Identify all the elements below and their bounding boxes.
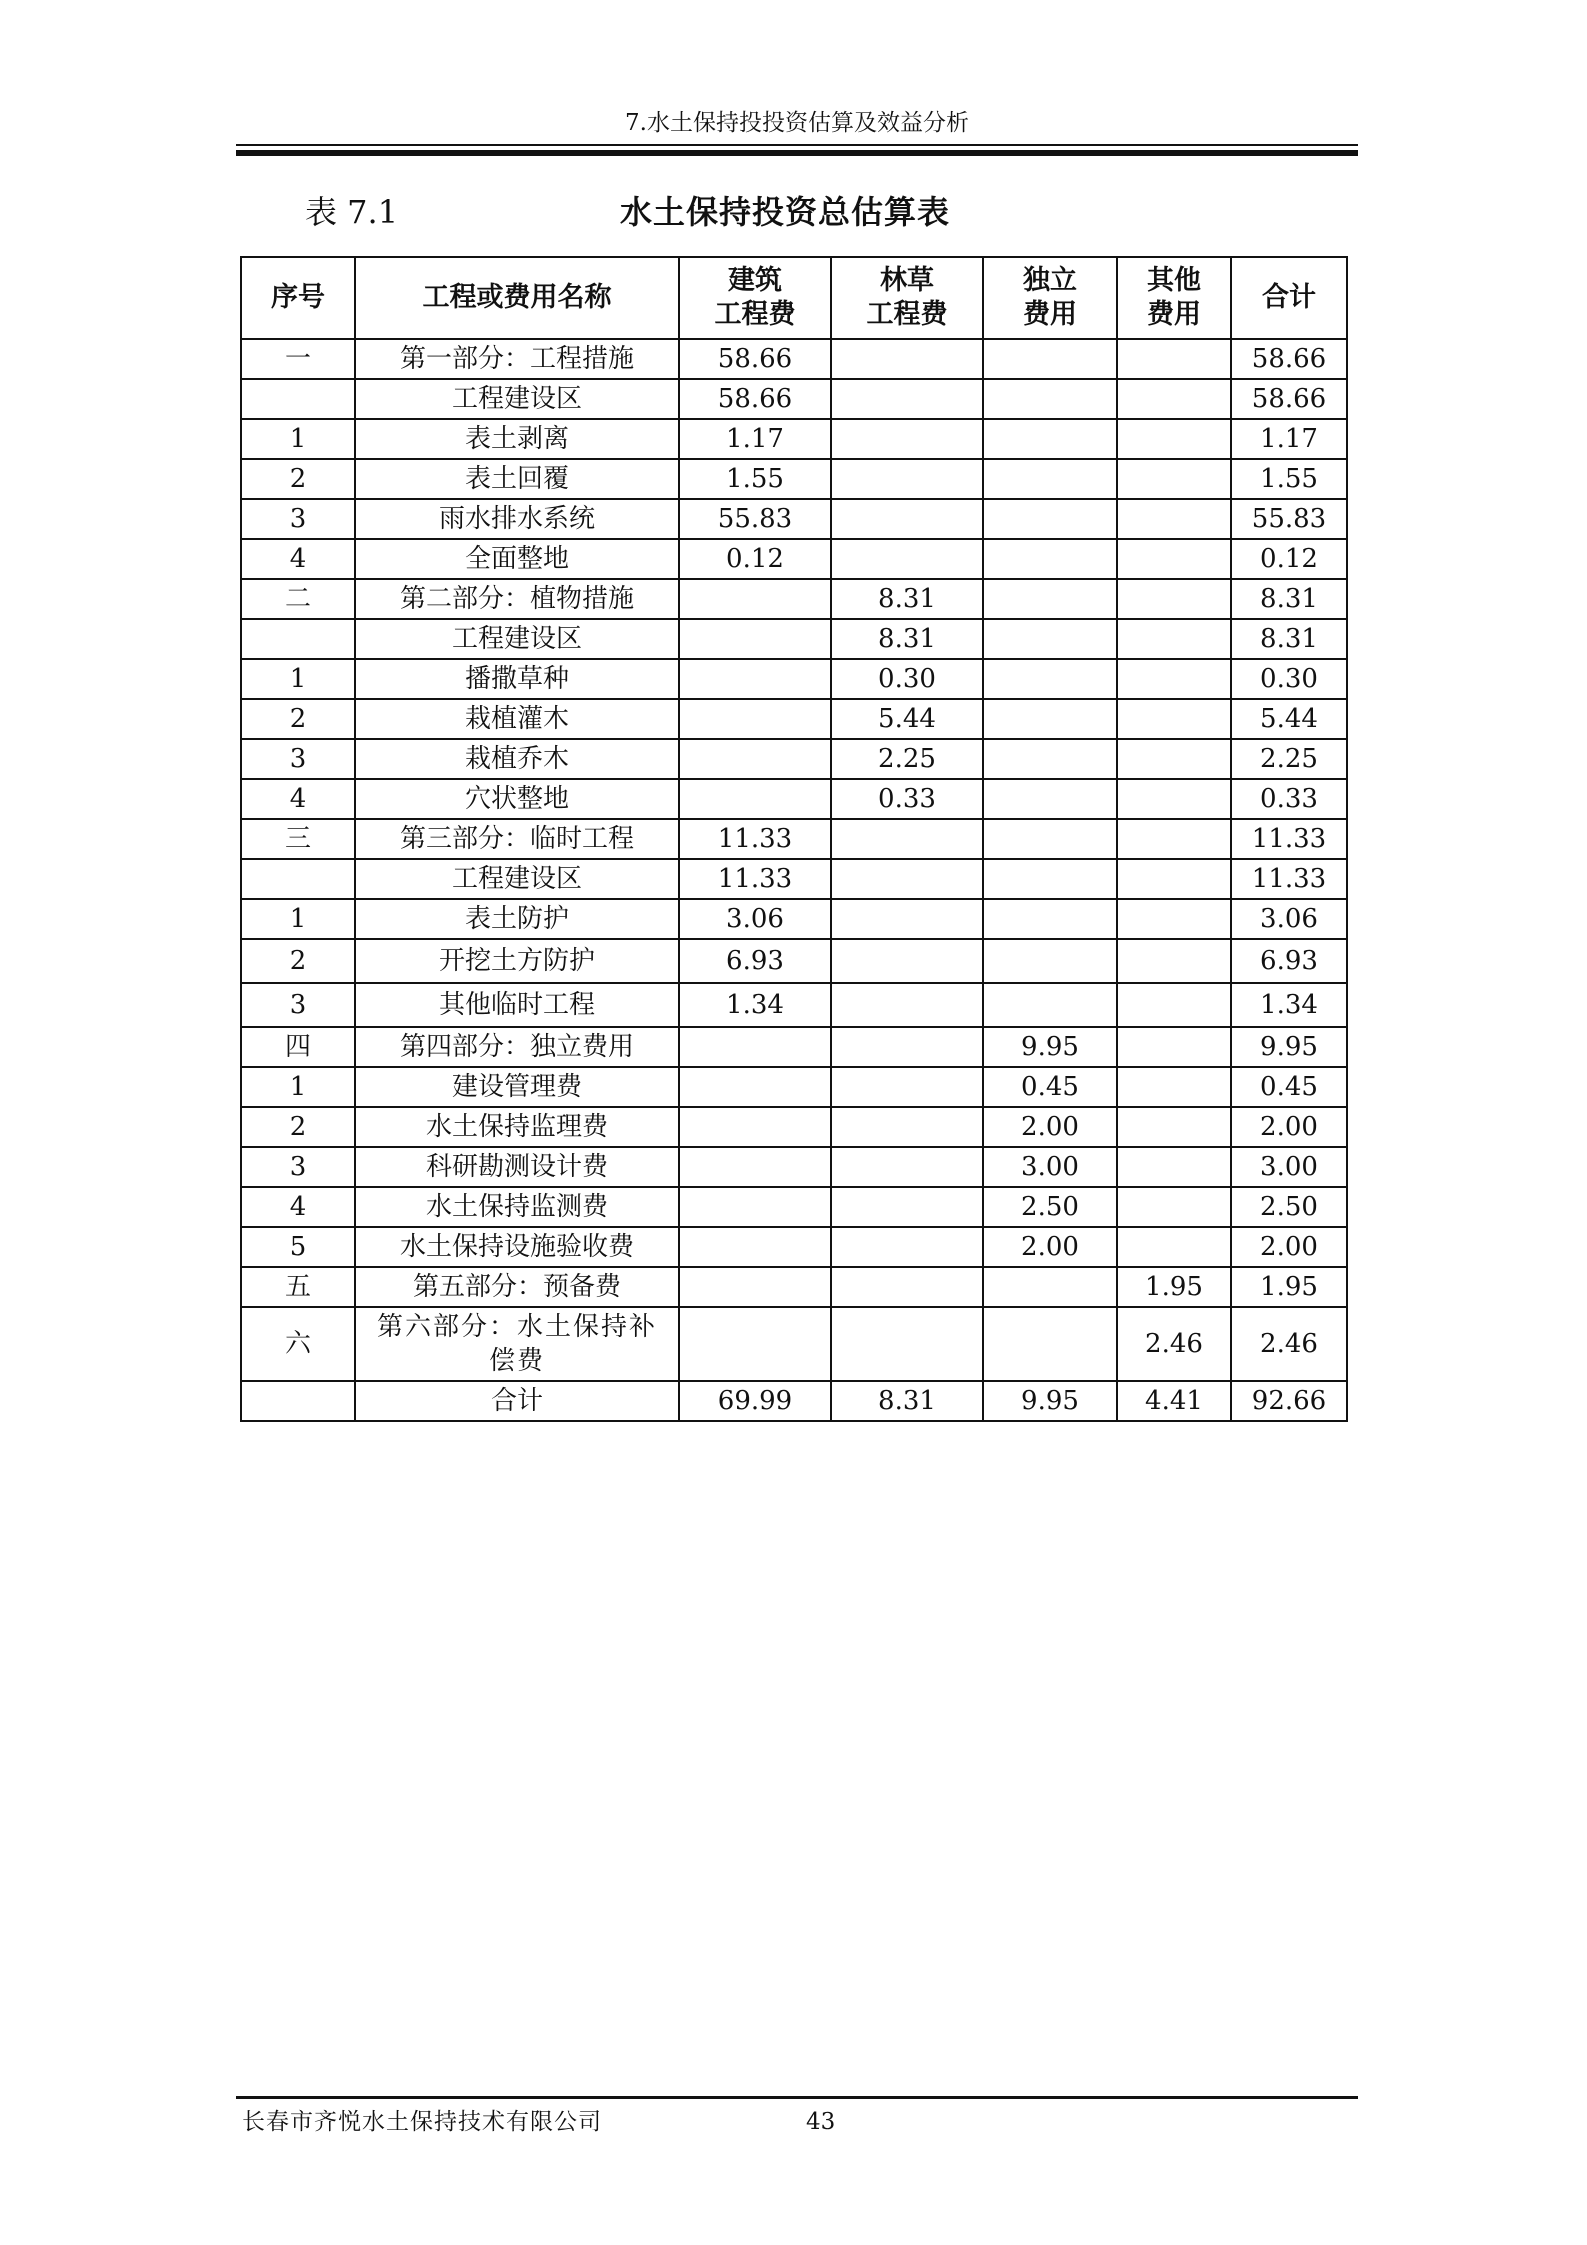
cell-other (1117, 579, 1231, 619)
cell-indep (983, 379, 1117, 419)
cell-build: 6.93 (679, 939, 831, 983)
cell-forest (831, 419, 983, 459)
cell-total: 1.17 (1231, 419, 1347, 459)
cell-total: 8.31 (1231, 619, 1347, 659)
cell-indep: 9.95 (983, 1381, 1117, 1421)
cell-other (1117, 659, 1231, 699)
table-row (241, 939, 1347, 983)
cell-name: 水土保持设施验收费 (355, 1227, 679, 1267)
cell-indep (983, 819, 1117, 859)
cell-forest: 5.44 (831, 699, 983, 739)
table-row (241, 339, 1347, 379)
cell-indep: 2.00 (983, 1227, 1117, 1267)
cell-build: 3.06 (679, 899, 831, 939)
footer-rule (236, 2096, 1358, 2099)
cell-forest (831, 1067, 983, 1107)
cell-indep (983, 859, 1117, 899)
table-row (241, 1027, 1347, 1067)
table-total-row (241, 1381, 1347, 1421)
column-header-seq: 序号 (241, 257, 355, 339)
cell-forest (831, 499, 983, 539)
cell-forest (831, 1267, 983, 1307)
table-header-row (241, 257, 1347, 339)
cell-other (1117, 983, 1231, 1027)
column-header-other: 其他 费用 (1117, 257, 1231, 339)
cell-name: 开挖土方防护 (355, 939, 679, 983)
cell-indep (983, 579, 1117, 619)
table-row (241, 1147, 1347, 1187)
cell-other: 1.95 (1117, 1267, 1231, 1307)
cell-seq: 3 (241, 1147, 355, 1187)
cell-indep (983, 899, 1117, 939)
cell-name: 其他临时工程 (355, 983, 679, 1027)
table-row (241, 739, 1347, 779)
cell-forest (831, 1147, 983, 1187)
cell-indep (983, 419, 1117, 459)
cell-total: 2.25 (1231, 739, 1347, 779)
cell-build (679, 1147, 831, 1187)
cell-total: 3.00 (1231, 1147, 1347, 1187)
cell-total: 1.95 (1231, 1267, 1347, 1307)
cell-total: 2.00 (1231, 1107, 1347, 1147)
cell-name: 第五部分：预备费 (355, 1267, 679, 1307)
cell-other (1117, 1227, 1231, 1267)
cell-other (1117, 899, 1231, 939)
cell-indep (983, 983, 1117, 1027)
cell-total: 55.83 (1231, 499, 1347, 539)
cell-build: 11.33 (679, 819, 831, 859)
cell-build: 69.99 (679, 1381, 831, 1421)
cell-seq: 1 (241, 419, 355, 459)
cell-name: 工程建设区 (355, 379, 679, 419)
cell-other (1117, 459, 1231, 499)
cell-total: 58.66 (1231, 379, 1347, 419)
cell-total: 1.34 (1231, 983, 1347, 1027)
cell-build (679, 1267, 831, 1307)
cell-indep (983, 539, 1117, 579)
table-row (241, 1067, 1347, 1107)
cell-seq: 3 (241, 499, 355, 539)
cell-total: 2.46 (1231, 1307, 1347, 1381)
cell-seq: 5 (241, 1227, 355, 1267)
column-header-forest: 林草 工程费 (831, 257, 983, 339)
table-row (241, 419, 1347, 459)
cell-name (355, 1307, 679, 1381)
cell-total: 2.50 (1231, 1187, 1347, 1227)
cell-indep (983, 1267, 1117, 1307)
cell-build (679, 1067, 831, 1107)
cell-seq: 三 (241, 819, 355, 859)
cell-build (679, 1027, 831, 1067)
cell-other (1117, 939, 1231, 983)
cell-name: 工程建设区 (355, 859, 679, 899)
cell-forest (831, 1107, 983, 1147)
cell-total: 11.33 (1231, 859, 1347, 899)
table-row (241, 659, 1347, 699)
cell-build (679, 1227, 831, 1267)
column-header-build: 建筑 工程费 (679, 257, 831, 339)
cell-build: 58.66 (679, 339, 831, 379)
cell-build (679, 739, 831, 779)
cell-forest: 8.31 (831, 1381, 983, 1421)
cell-total: 0.33 (1231, 779, 1347, 819)
cell-forest (831, 939, 983, 983)
cell-seq (241, 619, 355, 659)
table-row (241, 459, 1347, 499)
cell-other: 4.41 (1117, 1381, 1231, 1421)
cell-seq (241, 1381, 355, 1421)
cell-indep (983, 1307, 1117, 1381)
table-row (241, 539, 1347, 579)
table-row (241, 779, 1347, 819)
cell-build (679, 619, 831, 659)
cell-other (1117, 859, 1231, 899)
cell-seq: 二 (241, 579, 355, 619)
cell-indep (983, 699, 1117, 739)
cell-indep (983, 939, 1117, 983)
cell-forest (831, 983, 983, 1027)
cell-indep (983, 779, 1117, 819)
cell-other (1117, 1067, 1231, 1107)
cell-name: 第二部分：植物措施 (355, 579, 679, 619)
cell-indep (983, 499, 1117, 539)
cell-indep: 9.95 (983, 1027, 1117, 1067)
cell-other (1117, 419, 1231, 459)
cell-forest (831, 819, 983, 859)
cell-name: 穴状整地 (355, 779, 679, 819)
cell-forest: 8.31 (831, 579, 983, 619)
cell-other (1117, 619, 1231, 659)
cell-seq: 1 (241, 899, 355, 939)
cell-forest (831, 459, 983, 499)
table-row (241, 1267, 1347, 1307)
cell-indep: 0.45 (983, 1067, 1117, 1107)
cell-build (679, 1187, 831, 1227)
cell-name: 水土保持监理费 (355, 1107, 679, 1147)
cell-forest (831, 899, 983, 939)
page-number: 43 (806, 2109, 836, 2135)
cell-name: 工程建设区 (355, 619, 679, 659)
table-row (241, 1307, 1347, 1381)
cell-other (1117, 699, 1231, 739)
cell-build: 1.17 (679, 419, 831, 459)
cell-other (1117, 499, 1231, 539)
cell-build (679, 579, 831, 619)
cell-build (679, 1107, 831, 1147)
cell-seq: 五 (241, 1267, 355, 1307)
table-row (241, 499, 1347, 539)
cell-name: 栽植灌木 (355, 699, 679, 739)
column-header-name: 工程或费用名称 (355, 257, 679, 339)
cell-name: 雨水排水系统 (355, 499, 679, 539)
table-row (241, 983, 1347, 1027)
table-row (241, 859, 1347, 899)
cell-build: 1.55 (679, 459, 831, 499)
cell-total: 11.33 (1231, 819, 1347, 859)
cell-total: 6.93 (1231, 939, 1347, 983)
cell-other (1117, 379, 1231, 419)
cell-forest (831, 1227, 983, 1267)
cell-forest: 0.30 (831, 659, 983, 699)
cell-seq: 六 (241, 1307, 355, 1381)
cell-name: 表土回覆 (355, 459, 679, 499)
cell-build: 0.12 (679, 539, 831, 579)
table-row (241, 1107, 1347, 1147)
cell-indep (983, 619, 1117, 659)
cell-build: 1.34 (679, 983, 831, 1027)
cell-total: 5.44 (1231, 699, 1347, 739)
table-row (241, 899, 1347, 939)
cell-seq: 2 (241, 459, 355, 499)
header-rule-thick (236, 150, 1358, 156)
cell-other (1117, 1107, 1231, 1147)
cell-other (1117, 739, 1231, 779)
cell-seq: 2 (241, 699, 355, 739)
table-title: 水土保持投资总估算表 (620, 193, 951, 231)
cell-indep: 3.00 (983, 1147, 1117, 1187)
cell-forest (831, 539, 983, 579)
cell-indep (983, 659, 1117, 699)
table-row (241, 619, 1347, 659)
cell-other (1117, 1187, 1231, 1227)
header-rule-thin (236, 144, 1358, 146)
cell-seq: 4 (241, 779, 355, 819)
cell-total: 1.55 (1231, 459, 1347, 499)
footer-company: 长春市齐悦水土保持技术有限公司 (242, 2109, 602, 2135)
cell-total: 0.12 (1231, 539, 1347, 579)
cell-forest: 0.33 (831, 779, 983, 819)
cell-seq: 3 (241, 739, 355, 779)
table-row (241, 819, 1347, 859)
cell-total: 92.66 (1231, 1381, 1347, 1421)
cell-name: 第四部分：独立费用 (355, 1027, 679, 1067)
cell-build (679, 779, 831, 819)
column-header-total: 合计 (1231, 257, 1347, 339)
cell-total: 2.00 (1231, 1227, 1347, 1267)
cell-forest (831, 1307, 983, 1381)
cell-other (1117, 779, 1231, 819)
table-row (241, 579, 1347, 619)
table-row (241, 1227, 1347, 1267)
cell-seq: 4 (241, 1187, 355, 1227)
cell-forest (831, 859, 983, 899)
cell-seq: 2 (241, 1107, 355, 1147)
table-row (241, 699, 1347, 739)
cell-other (1117, 339, 1231, 379)
table-row (241, 1187, 1347, 1227)
cell-name: 水土保持监测费 (355, 1187, 679, 1227)
cell-indep (983, 739, 1117, 779)
cell-seq: 一 (241, 339, 355, 379)
cell-indep (983, 459, 1117, 499)
cell-forest: 8.31 (831, 619, 983, 659)
cell-name: 合计 (355, 1381, 679, 1421)
cell-seq: 1 (241, 1067, 355, 1107)
cell-name: 全面整地 (355, 539, 679, 579)
cell-seq: 2 (241, 939, 355, 983)
cell-name: 播撒草种 (355, 659, 679, 699)
cell-build (679, 1307, 831, 1381)
cell-other (1117, 819, 1231, 859)
table-row (241, 379, 1347, 419)
cell-build: 58.66 (679, 379, 831, 419)
cell-build (679, 659, 831, 699)
cell-name: 第三部分：临时工程 (355, 819, 679, 859)
column-header-indep: 独立 费用 (983, 257, 1117, 339)
cell-name: 表土剥离 (355, 419, 679, 459)
cell-total: 0.45 (1231, 1067, 1347, 1107)
cell-build: 55.83 (679, 499, 831, 539)
cell-total: 8.31 (1231, 579, 1347, 619)
table-number: 表 7.1 (305, 193, 399, 231)
cell-name: 第一部分：工程措施 (355, 339, 679, 379)
cell-indep: 2.50 (983, 1187, 1117, 1227)
cell-name-text: 第六部分：水土保持补偿费 (376, 1312, 657, 1376)
cell-name: 栽植乔木 (355, 739, 679, 779)
cell-name: 表土防护 (355, 899, 679, 939)
cell-forest (831, 1027, 983, 1067)
budget-table (240, 256, 1348, 1422)
cell-seq (241, 379, 355, 419)
cell-other (1117, 1147, 1231, 1187)
cell-indep: 2.00 (983, 1107, 1117, 1147)
cell-name: 科研勘测设计费 (355, 1147, 679, 1187)
cell-total: 9.95 (1231, 1027, 1347, 1067)
cell-forest (831, 339, 983, 379)
cell-build: 11.33 (679, 859, 831, 899)
cell-indep (983, 339, 1117, 379)
cell-seq (241, 859, 355, 899)
cell-other (1117, 1027, 1231, 1067)
cell-other: 2.46 (1117, 1307, 1231, 1381)
cell-total: 58.66 (1231, 339, 1347, 379)
page-header: 7.水土保持投投资估算及效益分析 (625, 110, 969, 136)
cell-forest: 2.25 (831, 739, 983, 779)
cell-other (1117, 539, 1231, 579)
cell-seq: 3 (241, 983, 355, 1027)
cell-forest (831, 379, 983, 419)
cell-total: 0.30 (1231, 659, 1347, 699)
cell-build (679, 699, 831, 739)
cell-forest (831, 1187, 983, 1227)
cell-seq: 1 (241, 659, 355, 699)
cell-seq: 4 (241, 539, 355, 579)
cell-total: 3.06 (1231, 899, 1347, 939)
cell-name: 建设管理费 (355, 1067, 679, 1107)
cell-seq: 四 (241, 1027, 355, 1067)
